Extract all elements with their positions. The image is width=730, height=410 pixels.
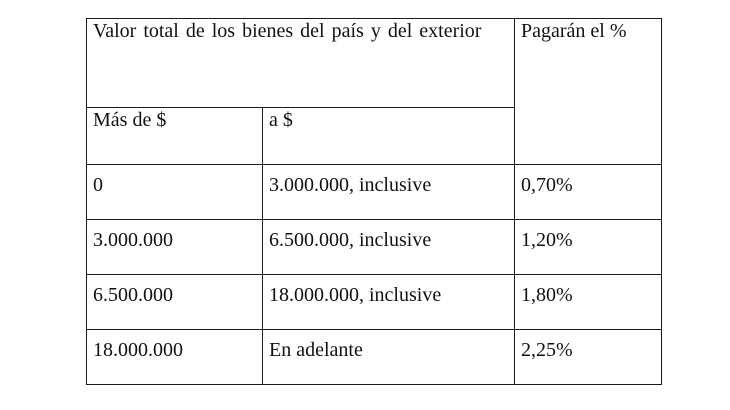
tax-brackets-table: [86, 18, 662, 385]
row-from-cell: 0: [87, 165, 263, 220]
row-from-cell: 3.000.000: [87, 220, 263, 275]
row-from-cell: 18.000.000: [87, 330, 263, 385]
table-row: [87, 275, 662, 330]
row-rate-cell: 1,20%: [515, 220, 662, 275]
header-to-label: a $: [263, 108, 515, 165]
row-to-cell: 18.000.000, inclusive: [263, 275, 515, 330]
row-from-cell: 6.500.000: [87, 275, 263, 330]
header-row: [87, 19, 662, 108]
row-to-cell: En adelante: [263, 330, 515, 385]
row-to-cell: 3.000.000, inclusive: [263, 165, 515, 220]
table-row: [87, 330, 662, 385]
row-rate-cell: 0,70%: [515, 165, 662, 220]
table-row: [87, 220, 662, 275]
table-row: [87, 165, 662, 220]
header-group-label: Valor total de los bienes del país y del exterior: [87, 19, 515, 108]
header-rate-label: Pagarán el %: [515, 19, 662, 165]
row-to-cell: 6.500.000, inclusive: [263, 220, 515, 275]
row-rate-cell: 1,80%: [515, 275, 662, 330]
header-from-label: Más de $: [87, 108, 263, 165]
row-rate-cell: 2,25%: [515, 330, 662, 385]
